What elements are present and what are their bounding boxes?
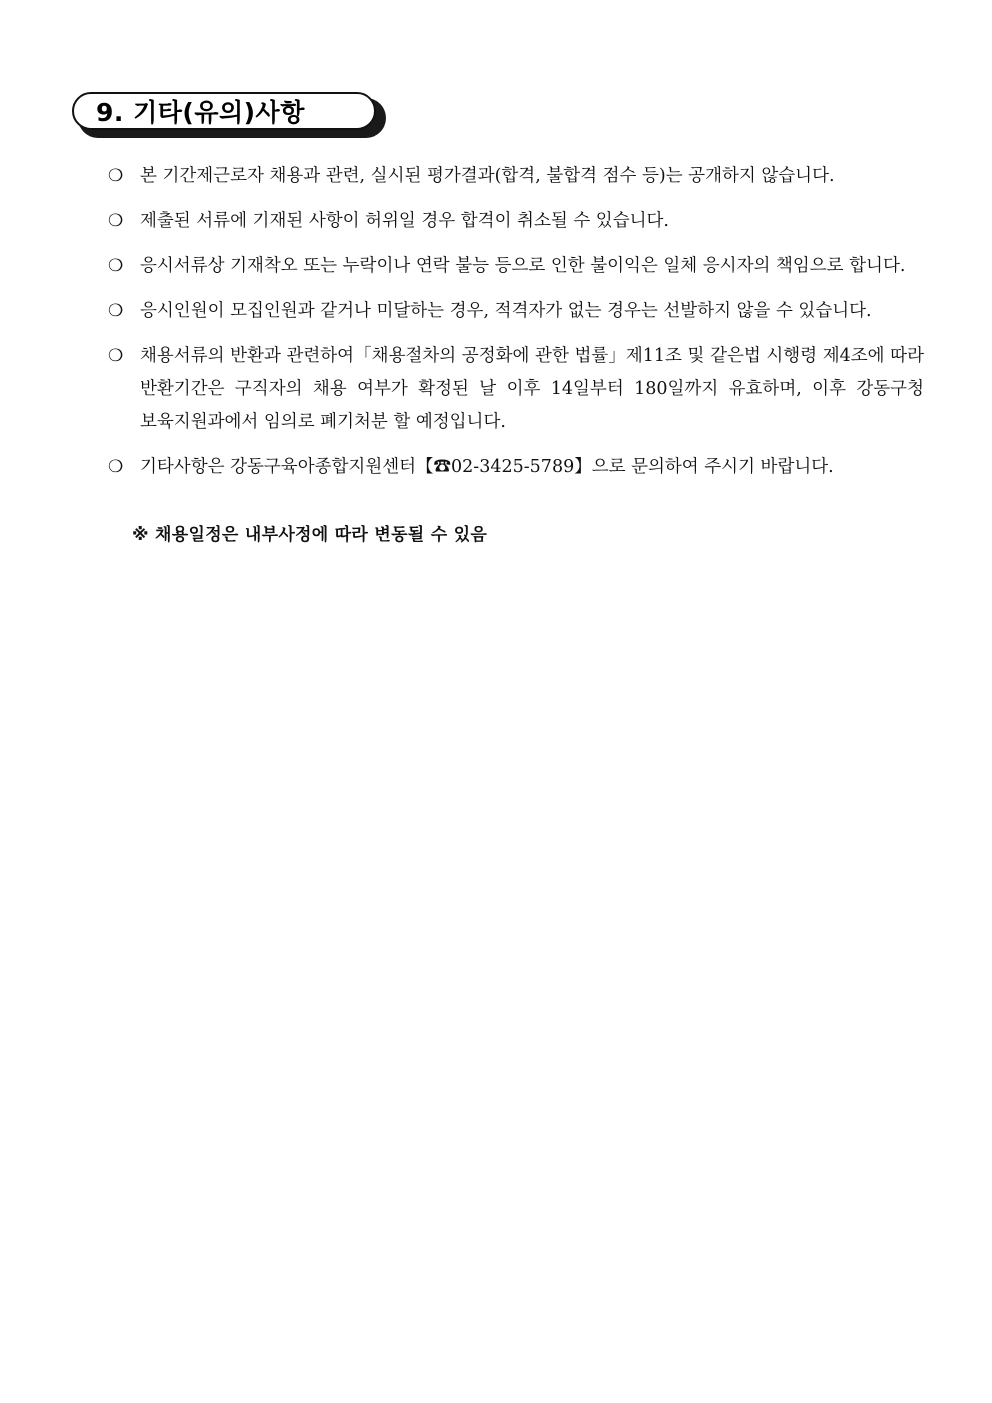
notice-item-text: 본 기간제근로자 채용과 관련, 실시된 평가결과(합격, 불합격 점수 등)는 공개하지 않습니다. (140, 166, 835, 186)
schedule-note: ※ 채용일정은 내부사정에 따라 변동될 수 있음 (132, 525, 488, 545)
notice-item-text: 채용서류의 반환과 관련하여「채용절차의 공정화에 관한 법률」제11조 및 같은법 시행령 제4조에 따라 반환기간은 구직자의 채용 여부가 확정된 날 이후 14일부터 180일까지 유효하며, 이후 강동구청 보육지원과에서 임의로 폐기처분 할 예정입니다. (140, 346, 924, 432)
notice-item (108, 340, 924, 439)
notice-item (108, 205, 924, 238)
circle-bullet-icon: ❍ (108, 457, 124, 477)
circle-bullet-icon: ❍ (108, 346, 124, 366)
notice-item-text: 응시인원이 모집인원과 같거나 미달하는 경우, 적격자가 없는 경우는 선발하지 않을 수 있습니다. (140, 301, 872, 321)
notice-list (108, 160, 924, 496)
notice-item-text: 기타사항은 강동구육아종합지원센터【☎02-3425-5789】으로 문의하여 주시기 바랍니다. (140, 457, 834, 477)
notice-item-text: 응시서류상 기재착오 또는 누락이나 연락 불능 등으로 인한 불이익은 일체 응시자의 책임으로 합니다. (140, 256, 906, 276)
circle-bullet-icon: ❍ (108, 166, 124, 186)
section-header-box (72, 92, 376, 130)
notice-item (108, 250, 924, 283)
notice-item-text: 제출된 서류에 기재된 사항이 허위일 경우 합격이 취소될 수 있습니다. (140, 211, 669, 231)
section-header (72, 92, 380, 136)
circle-bullet-icon: ❍ (108, 301, 124, 321)
circle-bullet-icon: ❍ (108, 256, 124, 276)
notice-item (108, 160, 924, 193)
section-title: 9. 기타(유의)사항 (96, 98, 305, 127)
circle-bullet-icon: ❍ (108, 211, 124, 231)
notice-item (108, 451, 924, 484)
notice-item (108, 295, 924, 328)
